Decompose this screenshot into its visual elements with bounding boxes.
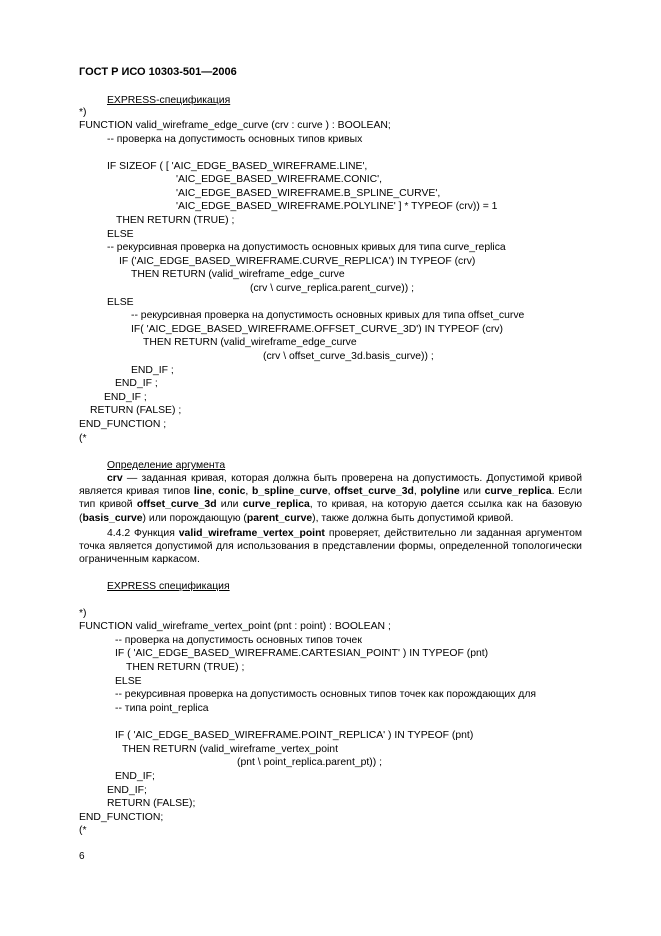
code-line: END_IF ; [131,365,174,376]
code-line: END_IF; [115,771,155,782]
document-header: ГОСТ Р ИСО 10303-501—2006 [79,66,237,78]
express-spec-title-2: EXPRESS спецификация [107,581,230,592]
code-line: END_FUNCTION; [79,812,164,823]
page-number: 6 [79,851,85,862]
code-line: THEN RETURN (TRUE) ; [116,215,235,226]
code-line: -- проверка на допустимость основных типов кривых [107,134,363,145]
text-run: , [245,486,252,498]
text-run: valid_wireframe_vertex_point [178,528,325,539]
text-run: polyline [420,486,460,498]
code-line: (* [79,433,87,444]
code-line: THEN RETURN (valid_wireframe_edge_curve [143,337,357,348]
code-line: ELSE [115,676,142,687]
text-run: , то кривая, на которую дается ссылка как на базовую ( [79,499,582,524]
text-run: b_spline_curve [251,486,328,498]
code-line: -- рекурсивная проверка на допустимость основных типов точек как порождающих для [115,689,537,700]
text-run: basis_curve [82,512,143,524]
express-spec-title-1: EXPRESS-спецификация [107,95,231,106]
code-line: *) [79,608,87,619]
code-line: ELSE [107,229,134,240]
code-line: IF ( 'AIC_EDGE_BASED_WIREFRAME.POINT_REPLICA' ) IN TYPEOF (pnt) [115,730,474,741]
text-run: , [327,486,335,498]
text-run: ), также должна быть допустимой кривой. [312,512,514,524]
text-run: ) или порождающую ( [142,512,247,524]
code-line: END_FUNCTION ; [79,419,167,430]
code-line: THEN RETURN (valid_wireframe_vertex_point [122,744,338,755]
text-run: 4.4.2 Функция [107,528,179,539]
code-line: END_IF ; [115,378,158,389]
code-line: ELSE [107,297,134,308]
code-line: (pnt \ point_replica.parent_pt)) ; [237,757,382,768]
text-run: curve_replica [484,486,552,498]
text-run: line [193,486,212,498]
code-line: RETURN (FALSE); [107,798,196,809]
code-line: -- рекурсивная проверка на допустимость основных кривых для типа offset_curve [131,310,525,321]
code-line: -- рекурсивная проверка на допустимость основных кривых для типа curve_replica [107,242,506,253]
code-line: THEN RETURN (TRUE) ; [126,662,245,673]
code-line: 'AIC_EDGE_BASED_WIREFRAME.B_SPLINE_CURVE', [176,188,441,199]
text-run: , [211,486,219,498]
code-line: IF ('AIC_EDGE_BASED_WIREFRAME.CURVE_REPLICA') IN TYPEOF (crv) [119,256,476,267]
text-run: conic [218,486,246,498]
code-line: (* [79,825,87,836]
text-run: — заданная кривая, которая должна быть проверена на допустимость. Допустимой кривой является кривая типов [79,473,582,498]
text-run: parent_curve [246,512,313,524]
argument-definition-title: Определение аргумента [107,460,226,471]
code-line: (crv \ curve_replica.parent_curve)) ; [250,283,414,294]
code-line: END_IF ; [104,392,147,403]
code-line: 'AIC_EDGE_BASED_WIREFRAME.POLYLINE' ] * TYPEOF (crv)) = 1 [176,201,498,212]
code-line: IF( 'AIC_EDGE_BASED_WIREFRAME.OFFSET_CURVE_3D') IN TYPEOF (crv) [131,324,503,335]
code-line: -- типа point_replica [115,703,209,714]
code-line: IF SIZEOF ( [ 'AIC_EDGE_BASED_WIREFRAME.LINE', [107,161,368,172]
code-line: END_IF; [107,785,147,796]
code-line: THEN RETURN (valid_wireframe_edge_curve [131,269,345,280]
text-run: проверяет, действительно ли заданная аргументом точка является допустимой для использования в представлении формы, определенной топологически ограниченным каркасом. [79,528,582,566]
text-run: offset_curve_3d [334,486,414,498]
text-run: или [459,486,485,498]
code-line: (crv \ offset_curve_3d.basis_curve)) ; [263,351,434,362]
code-line: FUNCTION valid_wireframe_edge_curve (crv : curve ) : BOOLEAN; [79,120,391,131]
text-run: offset_curve_3d [136,499,217,511]
argument-definition-paragraph [79,472,582,525]
code-line: IF ( 'AIC_EDGE_BASED_WIREFRAME.CARTESIAN_POINT' ) IN TYPEOF (pnt) [115,648,489,659]
code-line: *) [79,107,87,118]
text-run: или [216,499,243,511]
code-line: -- проверка на допустимость основных типов точек [115,635,362,646]
function-description-paragraph [79,527,582,567]
code-line: RETURN (FALSE) ; [90,405,182,416]
text-run: crv [107,473,123,484]
text-run: , [413,486,421,498]
text-run: curve_replica [242,499,310,511]
code-line: FUNCTION valid_wireframe_vertex_point (pnt : point) : BOOLEAN ; [79,621,391,632]
code-line: 'AIC_EDGE_BASED_WIREFRAME.CONIC', [176,174,383,185]
text-run: . Если тип кривой [79,486,583,511]
